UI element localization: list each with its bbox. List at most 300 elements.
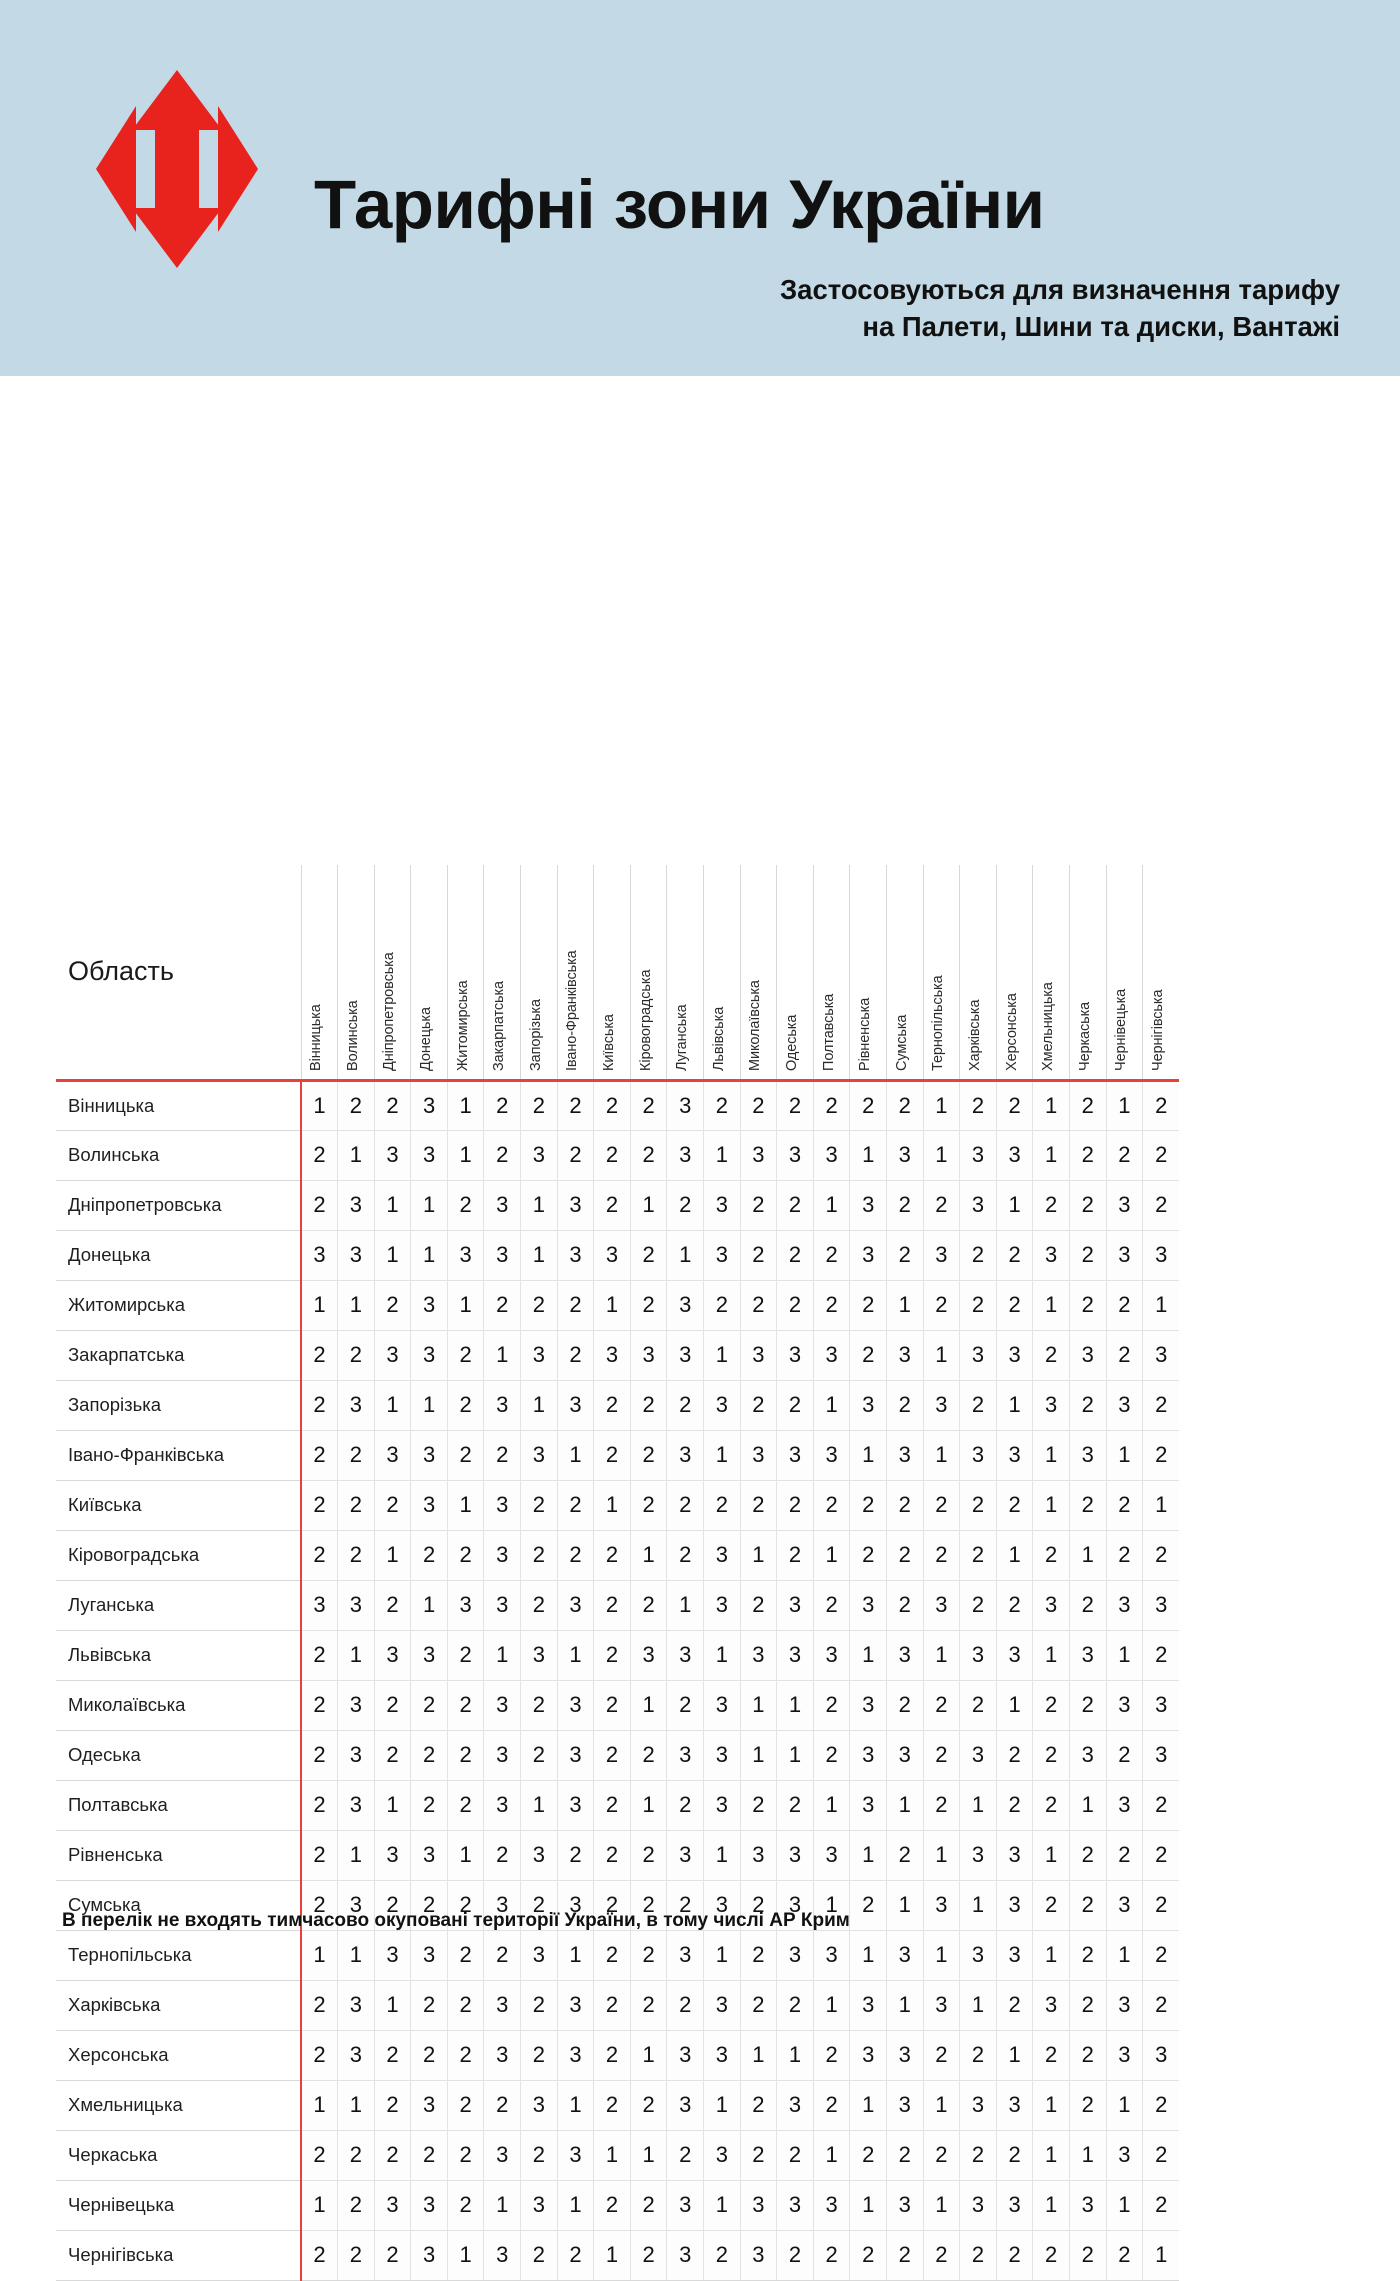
column-header-18 [923,865,960,1080]
zone-cell: 3 [740,1830,777,1880]
zone-cell: 2 [301,1980,338,2030]
zone-cell: 2 [594,1380,631,1430]
column-header-14 [777,865,814,1080]
zone-cell: 3 [813,2180,850,2230]
zone-cell: 3 [667,2180,704,2230]
zone-cell: 3 [411,2080,448,2130]
row-header-label: Івано-Франківська [56,1430,301,1480]
zone-cell: 2 [887,1830,924,1880]
table-row [56,2030,1179,2080]
zone-cell: 3 [777,2180,814,2230]
zone-cell: 1 [630,1180,667,1230]
zone-cell: 3 [850,1980,887,2030]
zone-cell: 2 [960,1380,997,1430]
row-header-label: Полтавська [56,1780,301,1830]
zone-cell: 2 [594,1680,631,1730]
zone-cell: 2 [1033,1180,1070,1230]
zone-cell: 3 [667,1830,704,1880]
column-header-20 [996,865,1033,1080]
zone-cell: 2 [521,1080,558,1130]
zone-cell: 3 [923,1380,960,1430]
zone-cell: 3 [338,1230,375,1280]
zone-cell: 2 [411,1980,448,2030]
zone-cell: 2 [1143,1180,1180,1230]
zone-cell: 3 [484,1480,521,1530]
zone-cell: 2 [1143,1930,1180,1980]
table-row [56,1980,1179,2030]
zone-cell: 2 [667,1480,704,1530]
zone-cell: 2 [704,1080,741,1130]
zone-cell: 3 [1069,1430,1106,1480]
table-row [56,1780,1179,1830]
column-header-label: Донецька [418,1006,435,1071]
zone-cell: 2 [594,1830,631,1880]
zone-cell: 3 [338,1780,375,1830]
zone-cell: 3 [374,1930,411,1980]
zone-cell: 2 [447,1980,484,2030]
zone-cell: 2 [338,1080,375,1130]
zone-cell: 3 [484,1380,521,1430]
zone-cell: 3 [704,1730,741,1780]
zone-cell: 3 [338,1180,375,1230]
table-row [56,1680,1179,1730]
zone-cell: 1 [996,1180,1033,1230]
zone-cell: 1 [1033,1130,1070,1180]
zone-cell: 2 [447,2180,484,2230]
zone-cell: 2 [374,1580,411,1630]
zone-cell: 2 [630,1580,667,1630]
zone-cell: 2 [1069,1980,1106,2030]
zone-cell: 1 [1033,1630,1070,1680]
zone-cell: 2 [301,2230,338,2280]
zone-cell: 2 [740,1580,777,1630]
zone-cell: 3 [777,1330,814,1380]
column-header-label: Тернопільська [930,974,947,1071]
zone-cell: 2 [557,2230,594,2280]
zone-cell: 2 [960,2030,997,2080]
zone-cell: 3 [777,1880,814,1930]
zone-cell: 3 [301,1230,338,1280]
zone-cell: 2 [594,2180,631,2230]
zone-cell: 2 [301,1380,338,1430]
zone-cell: 1 [1106,2180,1143,2230]
zone-cell: 3 [887,2030,924,2080]
zone-cell: 2 [447,1380,484,1430]
zone-cell: 2 [777,1080,814,1130]
zone-cell: 3 [704,1580,741,1630]
zone-cell: 2 [594,1080,631,1130]
zone-cell: 1 [447,1280,484,1330]
zone-cell: 2 [1143,2180,1180,2230]
zone-cell: 1 [1033,2080,1070,2130]
zone-cell: 2 [960,2230,997,2280]
column-header-label: Дніпропетровська [381,951,398,1071]
zone-cell: 3 [484,1780,521,1830]
column-header-10 [630,865,667,1080]
zone-cell: 2 [1069,2030,1106,2080]
zone-cell: 1 [301,1080,338,1130]
table-row [56,2180,1179,2230]
row-header-label: Львівська [56,1630,301,1680]
zone-cell: 3 [996,1430,1033,1480]
zone-cell: 2 [521,1980,558,2030]
zone-cell: 3 [1033,1980,1070,2030]
zone-cell: 1 [338,1130,375,1180]
zone-cell: 1 [996,1380,1033,1430]
zone-cell: 2 [960,1280,997,1330]
zone-cell: 2 [484,1830,521,1880]
zone-cell: 3 [484,1680,521,1730]
zone-cell: 2 [1106,2230,1143,2280]
zone-cell: 2 [740,2080,777,2130]
zone-cell: 2 [594,1780,631,1830]
zone-cell: 2 [594,1880,631,1930]
zone-cell: 2 [740,1280,777,1330]
zone-cell: 2 [630,1380,667,1430]
zone-cell: 2 [338,1330,375,1380]
zone-cell: 3 [960,2180,997,2230]
zone-cell: 1 [813,1980,850,2030]
zone-cell: 2 [740,1380,777,1430]
zone-cell: 2 [301,1630,338,1680]
zone-cell: 3 [850,1580,887,1630]
row-header-label: Кіровоградська [56,1530,301,1580]
zone-cell: 3 [484,1730,521,1780]
zone-cell: 2 [630,1080,667,1130]
zone-cell: 3 [1106,1230,1143,1280]
zone-cell: 2 [777,1780,814,1830]
zone-cell: 3 [850,1680,887,1730]
zone-cell: 3 [374,1430,411,1480]
zone-cell: 3 [887,1430,924,1480]
zone-cell: 1 [923,2080,960,2130]
column-header-19 [960,865,997,1080]
zone-cell: 2 [1106,1530,1143,1580]
zone-cell: 3 [521,1430,558,1480]
zone-cell: 2 [850,1080,887,1130]
zone-cell: 2 [447,1930,484,1980]
zone-cell: 1 [740,2030,777,2080]
zone-cell: 3 [704,1380,741,1430]
zone-cell: 2 [740,1230,777,1280]
zone-cell: 3 [484,1230,521,1280]
column-header-17 [887,865,924,1080]
zone-cell: 3 [630,1630,667,1680]
table-row [56,2130,1179,2180]
zone-cell: 3 [374,2180,411,2230]
zone-cell: 2 [447,1430,484,1480]
zone-cell: 1 [1033,2180,1070,2230]
zone-cell: 2 [630,1830,667,1880]
zone-cell: 3 [667,2080,704,2130]
zone-cell: 1 [813,2130,850,2180]
zone-cell: 2 [447,2130,484,2180]
zone-cell: 2 [996,1280,1033,1330]
zone-cell: 1 [704,1830,741,1880]
zone-cell: 3 [704,1780,741,1830]
column-header-label: Сумська [893,1014,910,1071]
zone-cell: 2 [594,1580,631,1630]
zone-cell: 1 [630,1680,667,1730]
zone-cell: 2 [374,1730,411,1780]
zone-cell: 2 [411,1530,448,1580]
zone-cell: 3 [1106,1680,1143,1730]
zone-cell: 2 [813,2080,850,2130]
zone-cell: 1 [374,1530,411,1580]
zone-cell: 2 [1069,1380,1106,1430]
zone-cell: 3 [667,2030,704,2080]
subtitle-line-2: на Палети, Шини та диски, Вантажі [862,310,1340,342]
column-header-23 [1106,865,1143,1080]
table-row [56,1230,1179,1280]
zone-cell: 3 [777,1130,814,1180]
zone-cell: 2 [484,1430,521,1480]
zone-cell: 1 [1033,1280,1070,1330]
table-row [56,1380,1179,1430]
zone-cell: 1 [850,2080,887,2130]
zone-cell: 2 [301,1680,338,1730]
zone-cell: 3 [704,1680,741,1730]
zone-cell: 2 [667,1530,704,1580]
table-row [56,1330,1179,1380]
row-header-label: Волинська [56,1130,301,1180]
zone-cell: 3 [1106,1380,1143,1430]
zone-cell: 3 [704,1880,741,1930]
column-header-label: Чернівецька [1113,988,1130,1071]
zone-cell: 2 [1069,1180,1106,1230]
zone-cell: 2 [740,1980,777,2030]
zone-cell: 1 [1069,1780,1106,1830]
zone-cell: 3 [338,1730,375,1780]
column-header-22 [1069,865,1106,1080]
row-header-label: Закарпатська [56,1330,301,1380]
zone-cell: 2 [887,1080,924,1130]
zone-cell: 1 [850,1430,887,1480]
zone-cell: 2 [594,1130,631,1180]
zone-cell: 2 [960,1530,997,1580]
zone-cell: 3 [1143,1730,1180,1780]
zone-cell: 1 [374,1380,411,1430]
row-header-label: Запорізька [56,1380,301,1430]
zone-cell: 2 [1106,1730,1143,1780]
zone-cell: 3 [813,1830,850,1880]
zone-cell: 3 [704,2030,741,2080]
zone-cell: 3 [411,1480,448,1530]
column-header-12 [704,865,741,1080]
zone-cell: 1 [1033,2130,1070,2180]
zone-cell: 2 [557,1480,594,1530]
zone-cell: 2 [813,1280,850,1330]
zone-cell: 2 [338,2230,375,2280]
zone-cell: 3 [887,1730,924,1780]
zone-cell: 2 [887,1530,924,1580]
zone-cell: 1 [301,1930,338,1980]
zone-cell: 3 [521,1330,558,1380]
zone-cell: 2 [484,1130,521,1180]
column-header-1 [301,865,338,1080]
zone-cell: 3 [813,1930,850,1980]
zone-cell: 3 [704,1180,741,1230]
zone-cell: 2 [777,2230,814,2280]
zone-cell: 2 [1143,1880,1180,1930]
column-header-4 [411,865,448,1080]
zone-cell: 2 [996,2130,1033,2180]
column-header-label: Львівська [710,1006,727,1071]
zone-cell: 2 [411,2130,448,2180]
zone-cell: 2 [960,2130,997,2180]
zone-cell: 2 [1033,1680,1070,1730]
zone-cell: 3 [1106,1980,1143,2030]
zone-cell: 2 [667,1680,704,1730]
zone-cell: 2 [594,1180,631,1230]
zone-cell: 3 [411,1130,448,1180]
zone-cell: 1 [996,1680,1033,1730]
page-subtitle [780,272,1340,345]
zone-cell: 1 [887,1280,924,1330]
zone-cell: 1 [411,1180,448,1230]
zone-cell: 2 [301,1780,338,1830]
zone-cell: 2 [557,1330,594,1380]
zone-cell: 3 [338,1980,375,2030]
zone-cell: 1 [996,1530,1033,1580]
header-top-row [0,0,1400,284]
zone-cell: 2 [740,1780,777,1830]
zone-cell: 2 [777,1180,814,1230]
zone-cell: 2 [777,1480,814,1530]
zone-cell: 1 [411,1580,448,1630]
column-header-label: Вінницька [308,1003,325,1071]
zone-cell: 2 [521,1580,558,1630]
column-header-13 [740,865,777,1080]
zone-cell: 1 [923,1830,960,1880]
zone-cell: 1 [1106,2080,1143,2130]
row-header-label: Житомирська [56,1280,301,1330]
zone-cell: 2 [887,1180,924,1230]
zone-cell: 2 [887,2130,924,2180]
zone-cell: 3 [557,1730,594,1780]
zone-cell: 3 [667,1130,704,1180]
zone-cell: 3 [521,2180,558,2230]
zone-cell: 3 [484,1180,521,1230]
zone-cell: 3 [521,2080,558,2130]
table-row [56,1280,1179,1330]
zone-cell: 2 [996,1780,1033,1830]
zone-cell: 2 [630,1880,667,1930]
zone-cell: 1 [374,1180,411,1230]
zone-cell: 2 [850,1480,887,1530]
zone-cell: 3 [887,2180,924,2230]
zone-cell: 3 [740,2230,777,2280]
zone-cell: 2 [813,1730,850,1780]
zone-cell: 2 [630,1130,667,1180]
row-header-label: Миколаївська [56,1680,301,1730]
zone-cell: 2 [1069,1480,1106,1530]
zone-cell: 2 [594,1430,631,1480]
zone-cell: 3 [777,2080,814,2130]
zone-cell: 2 [338,2130,375,2180]
zone-cell: 3 [1069,1330,1106,1380]
column-header-label: Київська [601,1013,618,1071]
zone-cell: 1 [704,1930,741,1980]
zone-cell: 3 [1033,1380,1070,1430]
zone-cell: 3 [338,1380,375,1430]
zone-cell: 2 [1106,1480,1143,1530]
row-header-label: Тернопільська [56,1930,301,1980]
zone-cell: 2 [447,2080,484,2130]
row-header-label: Дніпропетровська [56,1180,301,1230]
zone-cell: 1 [960,1780,997,1830]
row-header-label: Київська [56,1480,301,1530]
zone-cell: 2 [813,1230,850,1280]
zone-cell: 3 [1106,2130,1143,2180]
zone-cell: 1 [813,1880,850,1930]
zone-cell: 3 [704,1980,741,2030]
zone-cell: 1 [1069,1530,1106,1580]
zone-cell: 2 [301,1180,338,1230]
zone-cell: 1 [301,2180,338,2230]
zone-cell: 2 [1143,1830,1180,1880]
zone-cell: 1 [704,1130,741,1180]
zone-cell: 2 [1143,1080,1180,1130]
row-header-label: Харківська [56,1980,301,2030]
zone-cell: 1 [557,2080,594,2130]
zone-cell: 1 [447,2230,484,2280]
zone-cell: 1 [704,2080,741,2130]
zone-cell: 1 [301,1280,338,1330]
zone-cell: 2 [740,1180,777,1230]
zone-cell: 2 [557,1830,594,1880]
zone-cell: 3 [996,1330,1033,1380]
column-header-label: Чернігівська [1150,989,1167,1071]
zone-cell: 2 [594,2080,631,2130]
zone-cell: 3 [704,1530,741,1580]
zone-cell: 2 [777,2130,814,2180]
zone-cell: 2 [1069,2230,1106,2280]
row-header-label: Одеська [56,1730,301,1780]
zone-cell: 2 [1069,1580,1106,1630]
zone-cell: 1 [557,1630,594,1680]
zone-cell: 3 [557,1680,594,1730]
zone-cell: 2 [557,1530,594,1580]
zone-cell: 3 [887,1130,924,1180]
zone-cell: 2 [1106,1130,1143,1180]
zone-cell: 2 [521,2230,558,2280]
matrix-body [56,1080,1179,2280]
zone-cell: 3 [813,1430,850,1480]
zone-cell: 2 [813,2030,850,2080]
row-header-label: Вінницька [56,1080,301,1130]
zone-cell: 2 [923,1530,960,1580]
zone-cell: 2 [850,2230,887,2280]
column-header-6 [484,865,521,1080]
zone-cell: 3 [374,1830,411,1880]
zone-cell: 1 [557,1430,594,1480]
column-header-label: Волинська [344,999,361,1071]
zone-cell: 3 [960,1330,997,1380]
zone-cell: 1 [338,1280,375,1330]
zone-cell: 3 [447,1230,484,1280]
zone-cell: 2 [1033,1730,1070,1780]
zone-cell: 2 [704,2230,741,2280]
zone-cell: 3 [1069,2180,1106,2230]
zone-cell: 3 [777,1930,814,1980]
zone-cell: 1 [374,1780,411,1830]
zone-cell: 2 [960,1080,997,1130]
zone-cell: 3 [960,1730,997,1780]
zone-cell: 3 [484,1980,521,2030]
row-header-label: Чернігівська [56,2230,301,2280]
zone-cell: 3 [1143,1680,1180,1730]
